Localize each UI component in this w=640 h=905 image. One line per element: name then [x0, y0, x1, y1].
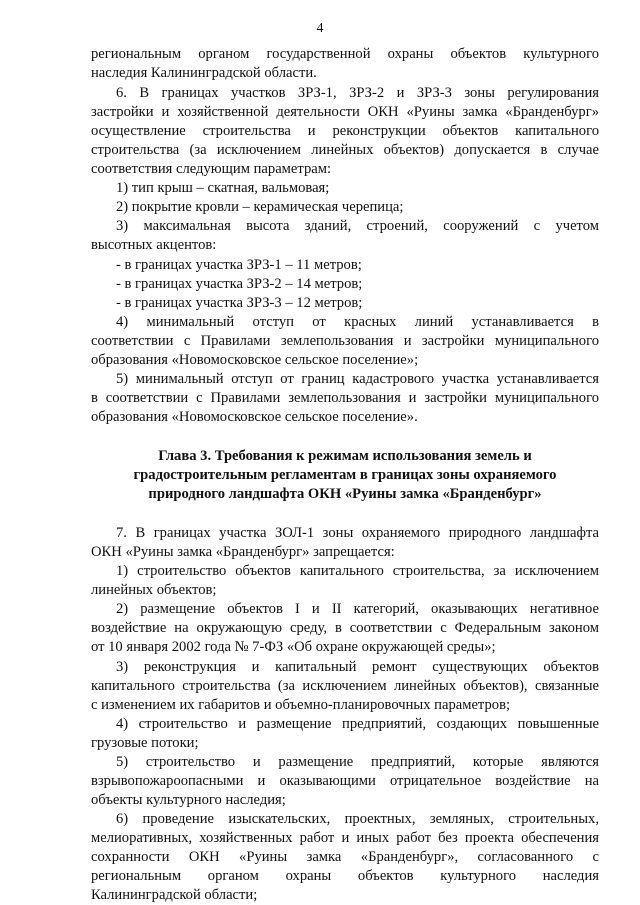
text-line: 3) максимальная высота зданий, строений, сооружений с учетом	[116, 218, 599, 234]
text-line: мелиоративных, хозяйственных работ и иных работ без проекта обеспечения	[91, 830, 599, 846]
text-line: 5) минимальный отступ от границ кадастрового участка устанавливается	[116, 371, 599, 387]
text-line: сохранности ОКН «Руины замка «Бранденбург», согласованного с	[91, 849, 599, 865]
text-line: ОКН «Руины замка «Бранденбург» запрещается:	[91, 544, 395, 560]
text-line: 6. В границах участков ЗРЗ-1, ЗРЗ-2 и ЗРЗ-3 зоны регулирования	[116, 85, 599, 101]
chapter-heading-line: природного ландшафта ОКН «Руины замка «Бранденбург»	[148, 486, 542, 502]
text-line: - в границах участка ЗРЗ-2 – 14 метров;	[116, 276, 363, 292]
text-line: региональным органом охраны объектов культурного наследия	[91, 868, 599, 884]
text-line: объекты культурного наследия;	[91, 792, 286, 808]
text-line: Калининградской области;	[91, 887, 258, 903]
text-line: 5) строительство и размещение предприятий, которые являются	[116, 754, 599, 770]
text-line: с изменением их габаритов и объемно-планировочных параметров;	[91, 697, 511, 713]
text-line: в соответствии с Правилами землепользования и застройки муниципального	[91, 390, 599, 406]
text-line: 1) тип крыш – скатная, вальмовая;	[116, 180, 330, 196]
text-line: соответствия следующим параметрам:	[91, 161, 332, 177]
text-line: строительства (за исключением линейных объектов) допускается в случае	[91, 142, 599, 158]
text-line: грузовые потоки;	[91, 735, 199, 751]
text-line: образования «Новомосковское сельское поселение».	[91, 409, 418, 425]
text-line: линейных объектов;	[91, 582, 217, 598]
text-line: - в границах участка ЗРЗ-1 – 11 метров;	[116, 257, 362, 273]
text-line: 4) строительство и размещение предприятий, создающих повышенные	[116, 716, 599, 732]
text-line: 2) покрытие кровли – керамическая черепица;	[116, 199, 404, 215]
text-line: наследия Калининградской области.	[91, 65, 317, 81]
text-line: застройки и хозяйственной деятельности ОКН «Руины замка «Бранденбург»	[91, 104, 599, 120]
text-line: 7. В границах участка ЗОЛ-1 зоны охраняемого природного ландшафта	[116, 525, 599, 541]
text-line: капитального строительства (за исключением линейных объектов), связанные	[91, 678, 599, 694]
text-line: соответствии с Правилами землепользования и застройки муниципального	[91, 333, 599, 349]
text-line: 2) размещение объектов I и II категорий, оказывающих негативное	[116, 601, 599, 617]
text-line: - в границах участка ЗРЗ-3 – 12 метров;	[116, 295, 363, 311]
text-line: региональным органом государственной охраны объектов культурного	[91, 46, 599, 62]
text-line: взрывопожароопасными и оказывающими отрицательное воздействие на	[91, 773, 599, 789]
text-line: от 10 января 2002 года № 7-ФЗ «Об охране окружающей среды»;	[91, 639, 496, 655]
chapter-heading-line: градостроительным регламентам в границах зоны охраняемого	[133, 467, 557, 483]
page-number: 4	[316, 21, 324, 36]
text-line: 1) строительство объектов капитального строительства, за исключением	[116, 563, 599, 579]
text-line: высотных акцентов:	[91, 237, 217, 253]
text-line: 3) реконструкция и капитальный ремонт существующих объектов	[116, 659, 599, 675]
text-line: воздействие на окружающую среду, в соответствии с Федеральным законом	[91, 620, 599, 636]
text-line: 4) минимальный отступ от красных линий устанавливается в	[116, 314, 599, 330]
chapter-heading-line: Глава 3. Требования к режимам использования земель и	[158, 448, 532, 464]
text-line: 6) проведение изыскательских, проектных, земляных, строительных,	[116, 811, 599, 827]
text-line: образования «Новомосковское сельское поселение»;	[91, 352, 419, 368]
text-line: осуществление строительства и реконструкции объектов капитального	[91, 123, 599, 139]
